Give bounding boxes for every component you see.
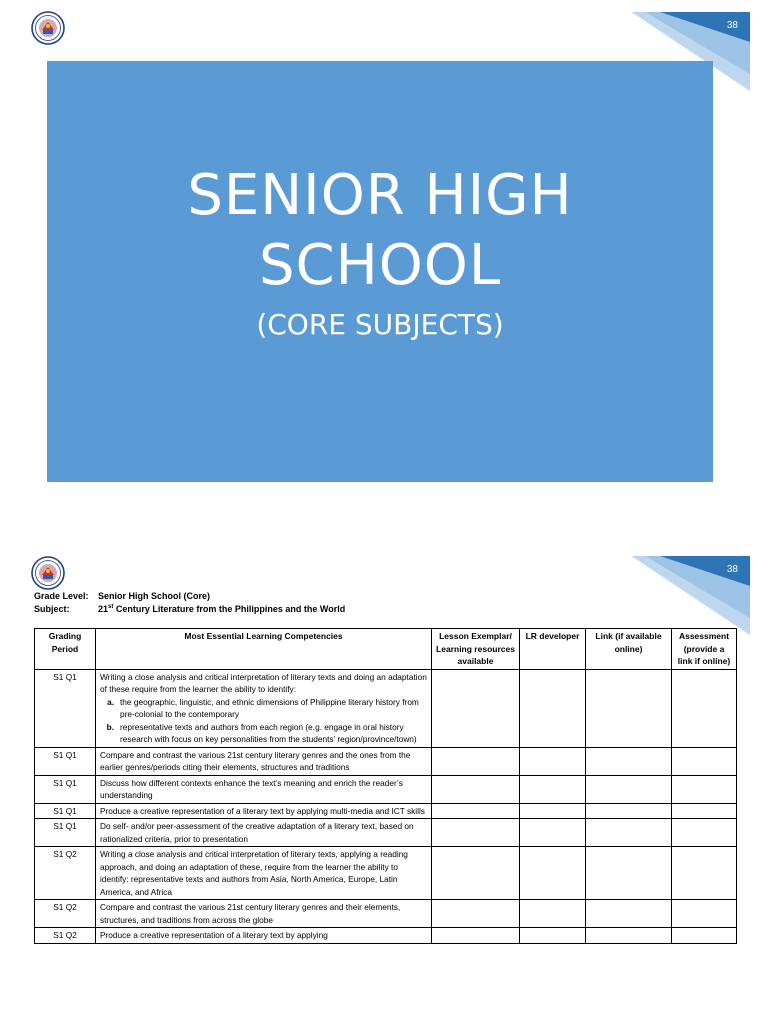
subitem-text: the geographic, linguistic, and ethnic dimensions of Philippine literary history from pre-colonial to the contemporary [120, 696, 419, 719]
row-link [586, 803, 672, 819]
table-row [35, 775, 737, 803]
grade-level-label: Grade Level: [34, 591, 89, 601]
row-lesson-exemplar [432, 747, 520, 775]
row-grading-period: S1 Q1 [35, 819, 96, 847]
subject-value: 21st Century Literature from the Philippines and the World [98, 604, 346, 614]
row-link [586, 928, 672, 944]
row-grading-period: S1 Q1 [35, 747, 96, 775]
row-lr-developer [520, 803, 586, 819]
row-lesson-exemplar [432, 819, 520, 847]
row-lesson-exemplar [432, 847, 520, 900]
competencies-table [34, 628, 737, 944]
competencies-page [0, 548, 768, 1024]
row-link [586, 669, 672, 747]
table-row [35, 803, 737, 819]
table-row [35, 900, 737, 928]
table-row [35, 747, 737, 775]
row-link [586, 900, 672, 928]
document-meta [34, 590, 345, 616]
row-competency [96, 803, 432, 819]
row-competency [96, 669, 432, 747]
competency-subitem [100, 721, 427, 746]
row-competency [96, 819, 432, 847]
row-lesson-exemplar [432, 775, 520, 803]
row-grading-period: S1 Q1 [35, 669, 96, 747]
row-competency [96, 775, 432, 803]
header-lesson-exemplar: Lesson Exemplar/ Learning resources available [432, 629, 520, 670]
row-assessment [672, 775, 737, 803]
row-competency [96, 928, 432, 944]
row-lr-developer [520, 669, 586, 747]
header-lr-developer: LR developer [520, 629, 586, 670]
competency-text: Do self- and/or peer-assessment of the creative adaptation of a literary text, based on rationalized criteria, prior to presentation [100, 821, 414, 844]
subitem-marker: b. [106, 721, 114, 732]
banner-subtitle: (CORE SUBJECTS) [256, 307, 504, 341]
competency-sublist [100, 696, 427, 746]
competency-text: Writing a close analysis and critical interpretation of literary texts and doing an adaptation of these require from the learner the ability to identify: [100, 671, 427, 694]
subitem-text: representative texts and authors from each region (e.g. engage in oral history research with focus on key personalities from the students’ region/province/town) [120, 721, 417, 744]
row-assessment [672, 900, 737, 928]
row-lr-developer [520, 747, 586, 775]
grade-level-value: Senior High School (Core) [98, 591, 211, 601]
deped-seal-icon [31, 11, 65, 45]
row-grading-period: S1 Q1 [35, 775, 96, 803]
row-grading-period: S1 Q2 [35, 900, 96, 928]
row-assessment [672, 928, 737, 944]
row-competency [96, 747, 432, 775]
deped-seal-icon [31, 556, 65, 590]
row-lesson-exemplar [432, 803, 520, 819]
table-row [35, 669, 737, 747]
row-lesson-exemplar [432, 900, 520, 928]
banner-title-line1: SENIOR HIGH [187, 162, 573, 228]
competency-text: Produce a creative representation of a literary text by applying multi-media and ICT skills [100, 805, 425, 816]
row-competency [96, 847, 432, 900]
row-grading-period: S1 Q2 [35, 928, 96, 944]
row-link [586, 819, 672, 847]
competency-subitem [100, 696, 427, 721]
row-lesson-exemplar [432, 928, 520, 944]
competency-text: Produce a creative representation of a literary text by applying [100, 930, 328, 940]
row-link [586, 775, 672, 803]
header-assessment: Assessment (provide a link if online) [672, 629, 737, 670]
row-lesson-exemplar [432, 669, 520, 747]
row-assessment [672, 669, 737, 747]
row-assessment [672, 847, 737, 900]
row-competency [96, 900, 432, 928]
header-melc: Most Essential Learning Competencies [96, 629, 432, 670]
competency-text: Compare and contrast the various 21st century literary genres and the ones from the earlier genres/periods citing their elements, structures and traditions [100, 749, 411, 772]
header-link: Link (if available online) [586, 629, 672, 670]
row-assessment [672, 819, 737, 847]
row-lr-developer [520, 900, 586, 928]
subitem-marker: a. [107, 696, 114, 707]
page-number: 38 [726, 564, 738, 575]
competency-text: Discuss how different contexts enhance the text’s meaning and enrich the reader’s understanding [100, 777, 403, 800]
row-lr-developer [520, 847, 586, 900]
table-row [35, 928, 737, 944]
competency-text: Compare and contrast the various 21st century literary genres and their elements, structures, and traditions from across the globe [100, 902, 401, 925]
row-lr-developer [520, 928, 586, 944]
table-header-row [35, 629, 737, 670]
banner-title-line2: SCHOOL [258, 232, 502, 298]
competency-text: Writing a close analysis and critical interpretation of literary texts, applying a reading approach, and doing an adaptation of these, require from the learner the ability to identify: representative texts and authors from Asia, North America, Europe, Latin America, and Africa [100, 849, 408, 897]
row-link [586, 847, 672, 900]
row-grading-period: S1 Q1 [35, 803, 96, 819]
subject-label: Subject: [34, 604, 70, 614]
table-row [35, 847, 737, 900]
row-assessment [672, 803, 737, 819]
title-banner [47, 61, 713, 482]
row-assessment [672, 747, 737, 775]
row-link [586, 747, 672, 775]
table-row [35, 819, 737, 847]
row-lr-developer [520, 819, 586, 847]
page-number: 38 [726, 20, 738, 31]
row-lr-developer [520, 775, 586, 803]
row-grading-period: S1 Q2 [35, 847, 96, 900]
header-grading-period: Grading Period [35, 629, 96, 670]
